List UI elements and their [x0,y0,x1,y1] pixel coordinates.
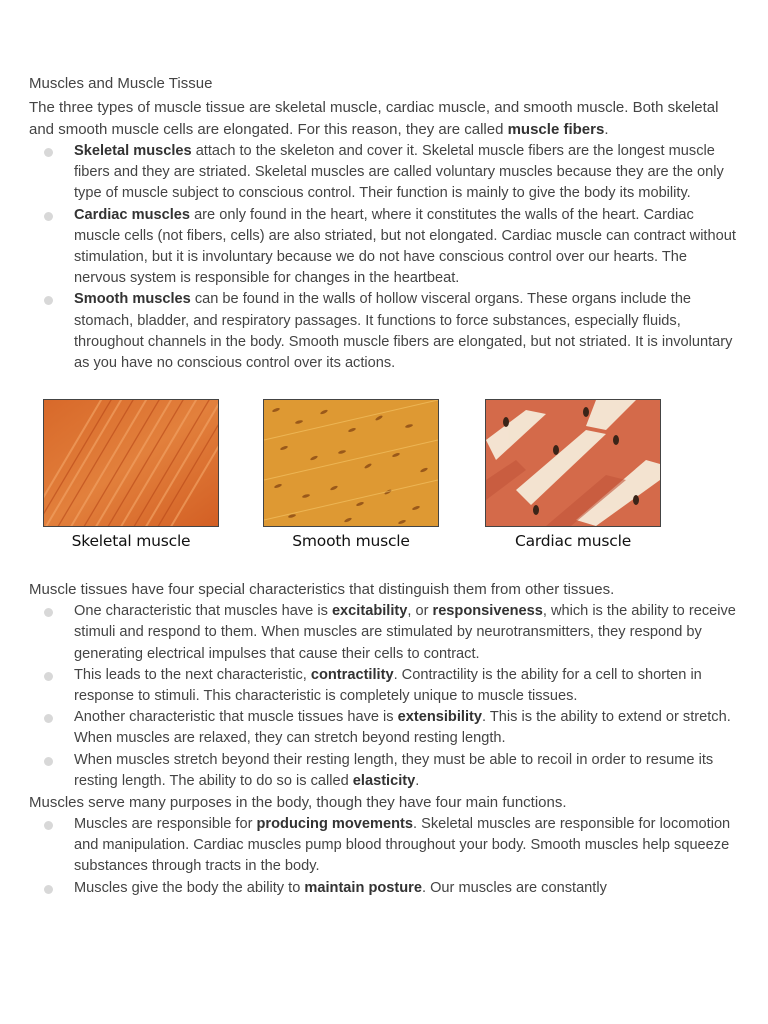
term: maintain posture [304,879,422,896]
term: extensibility [397,709,482,726]
term: Cardiac muscles [74,206,191,223]
bullet-icon [44,821,53,830]
figure-caption: Skeletal muscle [71,532,191,551]
list-item [29,141,741,205]
figure-skeletal [43,399,219,550]
characteristics-list [29,601,741,792]
term: Smooth muscles [74,291,191,308]
smooth-muscle-image [263,399,439,527]
intro-bold: muscle fibers [507,121,605,138]
item-text: When muscles stretch beyond their resting length, they must be able to recoil in order to resume its resting length. The ability to do so is called [74,751,714,789]
item-text: One characteristic that muscles have is [74,603,332,620]
item-text: are only found in the heart, where it constitutes the walls of the heart. Cardiac muscle cells (not fibers, cells) are also striated, but not elongated. Cardiac muscle can contract without stimulation, but it is involuntary because we do not have conscious control over our hearts. The nervous system is responsible for changes in the heartbeat. [74,206,736,287]
item-text: Muscles give the body the ability to [74,879,305,896]
page-title: Muscles and Muscle Tissue [29,75,213,92]
item-text: Another characteristic that muscle tissues have is [74,709,398,726]
term: elasticity [352,772,416,789]
figure-caption: Cardiac muscle [514,532,632,551]
term: Skeletal muscles [74,143,192,159]
document [29,73,741,899]
item-text: , which is the ability to receive stimuli and respond to them. When muscles are stimulated by neurotransmitters, they respond by generating electrical impulses that cause their cells to contract. [74,603,736,662]
item-text: , or [407,603,433,620]
figure-caption: Smooth muscle [292,532,410,551]
muscle-types-list [29,141,741,374]
item-text: . Skeletal muscles are responsible for locomotion and manipulation. Cardiac muscles pump blood throughout your body. Smooth muscles help squeeze substances through tracts in the body. [74,816,731,875]
intro-end: . [604,121,609,138]
list-item [29,878,741,899]
list-item [29,707,741,749]
bullet-icon [44,757,53,766]
functions-intro: Muscles serve many purposes in the body, though they have four main functions. [29,794,567,812]
functions-list [29,814,741,899]
list-item [29,205,741,290]
item-text: This leads to the next characteristic, [74,666,311,683]
bullet-icon [44,608,53,617]
characteristics-intro: Muscle tissues have four special characteristics that distinguish them from other tissues. [29,581,615,599]
list-item [29,665,741,707]
characteristics-section [29,579,741,899]
item-text: . Our muscles are constantly [421,879,607,896]
bullet-icon [44,672,53,681]
list-item [29,601,741,665]
item-text: . [415,772,420,789]
item-text: . Contractility is the ability for a cell to shorten in response to stimuli. This characteristic is completely unique to muscle tissues. [74,666,702,705]
bullet-icon [44,885,53,894]
figure-smooth [263,399,439,550]
cardiac-muscle-image [485,399,661,527]
term: contractility [310,666,394,683]
list-item [29,750,741,792]
bullet-icon [44,212,53,221]
bullet-icon [44,714,53,723]
item-text: can be found in the walls of hollow visceral organs. These organs include the stomach, bladder, and respiratory passages. It functions to force substances, especially fluids, throughout channels in the body. Smooth muscle fibers are elongated, but not striated. It is involuntary as you have no conscious control over its actions. [74,291,733,372]
list-item [29,289,741,374]
item-text: . This is the ability to extend or stretch. When muscles are relaxed, they can stretch beyond resting length. [74,709,731,747]
figure-row [29,399,741,582]
item-text: attach to the skeleton and cover it. Skeletal muscle fibers are the longest muscle fibers and they are striated. Skeletal muscles are called voluntary muscles because they are the only type of muscle subject to conscious control. Their function is mainly to give the body its mobility. [74,143,724,202]
bullet-icon [44,148,53,157]
intro-text: The three types of muscle tissue are skeletal muscle, cardiac muscle, and smooth muscle. Both skeletal and smooth muscle cells are elongated. For this reason, they are called [29,99,719,138]
list-item [29,814,741,878]
term: producing movements [256,816,414,833]
term: excitability [331,603,408,620]
figure-cardiac [485,399,661,550]
intro-paragraph [29,97,741,141]
term: responsiveness [432,603,543,620]
skeletal-muscle-image [43,399,219,527]
item-text: Muscles are responsible for [74,816,257,833]
bullet-icon [44,296,53,305]
